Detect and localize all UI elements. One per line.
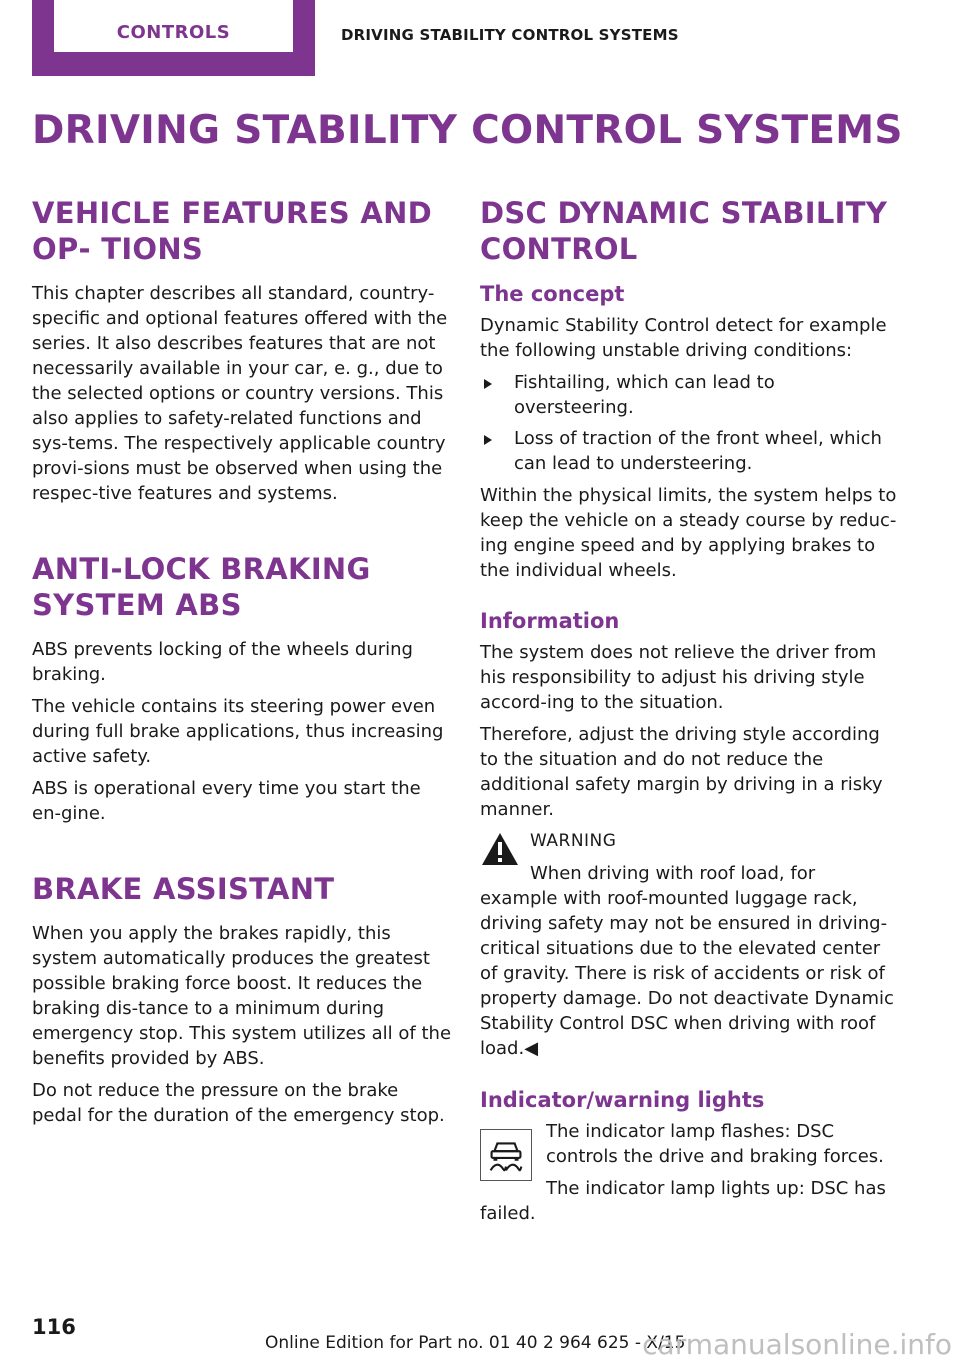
vehicle-features-heading: VEHICLE FEATURES AND OP‐ TIONS	[32, 196, 433, 266]
bullet-triangle-icon	[484, 379, 492, 389]
brake-assistant-paragraph-2: Do not reduce the pressure on the brake pedal for the duration of the emergency stop.	[32, 1080, 445, 1126]
list-item	[480, 370, 898, 420]
abs-paragraph-1: ABS prevents locking of the wheels during braking.	[32, 639, 413, 685]
footer-edition-text: Online Edition for Part no. 01 40 2 964 625 - X/15	[265, 1333, 686, 1353]
warning-block	[480, 829, 898, 1061]
concept-outro: Within the physical limits, the system helps to keep the vehicle on a steady course by reduc‐ing engine speed and by applying brakes to the individual wheels.	[480, 485, 897, 581]
abs-paragraph-2: The vehicle contains its steering power even during full brake applications, thus increasing active safety.	[32, 696, 444, 767]
brake-assistant-heading: BRAKE ASSISTANT	[32, 872, 335, 906]
watermark: carmanualsonline.info	[642, 1328, 952, 1361]
indicator-heading: Indicator/warning lights	[480, 1088, 765, 1112]
list-item-text: Fishtailing, which can lead to oversteering.	[514, 372, 775, 418]
header-tab-inner	[54, 0, 293, 52]
indicator-block	[480, 1119, 898, 1226]
concept-intro: Dynamic Stability Control detect for example the following unstable driving conditions:	[480, 315, 887, 361]
indicator-line-2: The indicator lamp lights up: DSC has failed.	[480, 1178, 886, 1224]
warning-triangle-icon	[480, 831, 520, 867]
information-paragraph-2: Therefore, adjust the driving style according to the situation and do not reduce the additional safety margin by driving in a risky manner.	[480, 724, 883, 820]
page-number: 116	[32, 1315, 76, 1339]
dsc-heading: DSC DYNAMIC STABILITY CONTROL	[480, 196, 888, 266]
brake-assistant-paragraph-1: When you apply the brakes rapidly, this system automatically produces the greatest possible braking force boost. It reduces the braking dis‐tance to a minimum during emergency stop. This system utilizes all of the benefits provided by ABS.	[32, 923, 452, 1069]
information-heading: Information	[480, 609, 620, 633]
indicator-line-1: The indicator lamp flashes: DSC controls the drive and braking forces.	[546, 1121, 884, 1167]
concept-bullet-list	[480, 370, 898, 476]
list-item-text: Loss of traction of the front wheel, which can lead to understeering.	[514, 428, 882, 474]
left-column	[32, 195, 452, 1135]
warning-text: When driving with roof load, for example with roof-mounted luggage rack, driving safety may not be ensured in driving-critical situations due to the elevated center of gravity. There is risk of accidents or risk of property damage. Do not deactivate Dynamic Stability Control DSC when driving with roof load.◀	[480, 863, 894, 1059]
abs-heading: ANTI‐LOCK BRAKING SYSTEM ABS	[32, 552, 371, 622]
page-title: DRIVING STABILITY CONTROL SYSTEMS	[32, 108, 903, 153]
dsc-skid-car-icon	[480, 1129, 532, 1181]
abs-paragraph-3: ABS is operational every time you start the en‐gine.	[32, 778, 421, 824]
header-section-title: DRIVING STABILITY CONTROL SYSTEMS	[341, 26, 679, 44]
concept-heading: The concept	[480, 282, 625, 306]
vehicle-features-text: This chapter describes all standard, country-specific and optional features offered with the series. It also describes features that are not necessarily available in your car, e. g., due to the selected options or country versions. This also applies to safety-related functions and sys‐tems. The respectively applicable country provi‐sions must be observed when using the respec‐tive features and systems.	[32, 283, 448, 504]
header-tab-label: CONTROLS	[116, 22, 231, 43]
warning-label: WARNING	[530, 831, 617, 851]
header-tab	[32, 0, 315, 76]
right-column	[480, 195, 898, 1233]
bullet-triangle-icon	[484, 435, 492, 445]
list-item	[480, 426, 898, 476]
information-paragraph-1: The system does not relieve the driver from his responsibility to adjust his driving style accord‐ing to the situation.	[480, 642, 877, 713]
